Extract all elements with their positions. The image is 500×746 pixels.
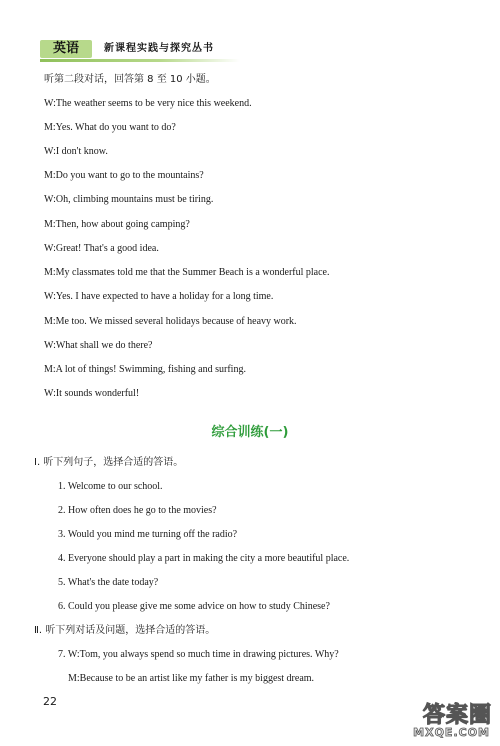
watermark-url: MXQE.COM — [413, 726, 490, 739]
dialogue-line: M:My classmates told me that the Summer Beach is a wonderful place. — [44, 267, 330, 278]
page-number: 22 — [43, 695, 57, 708]
question-item: 6. Could you please give me some advice on how to study Chinese? — [58, 601, 330, 612]
subject-tab: 英语 — [40, 40, 92, 58]
dialogue-line: M:A lot of things! Swimming, fishing and surfing. — [44, 364, 246, 375]
part-2-heading: Ⅱ. 听下列对话及问题，选择合适的答语。 — [34, 625, 216, 636]
dialogue-line: W:Great! That's a good idea. — [44, 243, 159, 254]
question-item: M:Because to be an artist like my father is my biggest dream. — [68, 673, 315, 684]
dialogue-line: M:Yes. What do you want to do? — [44, 122, 176, 133]
dialogue-line: W:Yes. I have expected to have a holiday for a long time. — [44, 291, 274, 302]
dialogue-line: W:The weather seems to be very nice this weekend. — [44, 98, 252, 109]
dialogue-line: M:Do you want to go to the mountains? — [44, 170, 204, 181]
dialogue-line: W:It sounds wonderful! — [44, 388, 140, 399]
dialogue-line: W:What shall we do there? — [44, 340, 153, 351]
section-title: 综合训练(一) — [211, 425, 289, 440]
book-series-title: 新课程实践与探究丛书 — [104, 43, 214, 54]
dialogue-line: M:Me too. We missed several holidays because of heavy work. — [44, 316, 297, 327]
watermark-mark: 答案圈 — [422, 703, 492, 728]
part-1-heading: Ⅰ. 听下列句子，选择合适的答语。 — [34, 457, 184, 468]
question-item: 1. Welcome to our school. — [58, 481, 163, 492]
question-item: 4. Everyone should play a part in making the city a more beautiful place. — [58, 553, 350, 564]
dialogue-line: W:I don't know. — [44, 146, 108, 157]
dialogue-line: M:Then, how about going camping? — [44, 219, 190, 230]
question-item: 2. How often does he go to the movies? — [58, 505, 217, 516]
question-item: 3. Would you mind me turning off the radio? — [58, 529, 238, 540]
dialogue-intro: 听第二段对话，回答第 8 至 10 小题。 — [44, 74, 216, 85]
header-rule — [40, 59, 240, 62]
question-item: 7. W:Tom, you always spend so much time in drawing pictures. Why? — [58, 649, 339, 660]
watermark-logo — [380, 698, 492, 742]
question-item: 5. What's the date today? — [58, 577, 159, 588]
dialogue-line: W:Oh, climbing mountains must be tiring. — [44, 194, 214, 205]
